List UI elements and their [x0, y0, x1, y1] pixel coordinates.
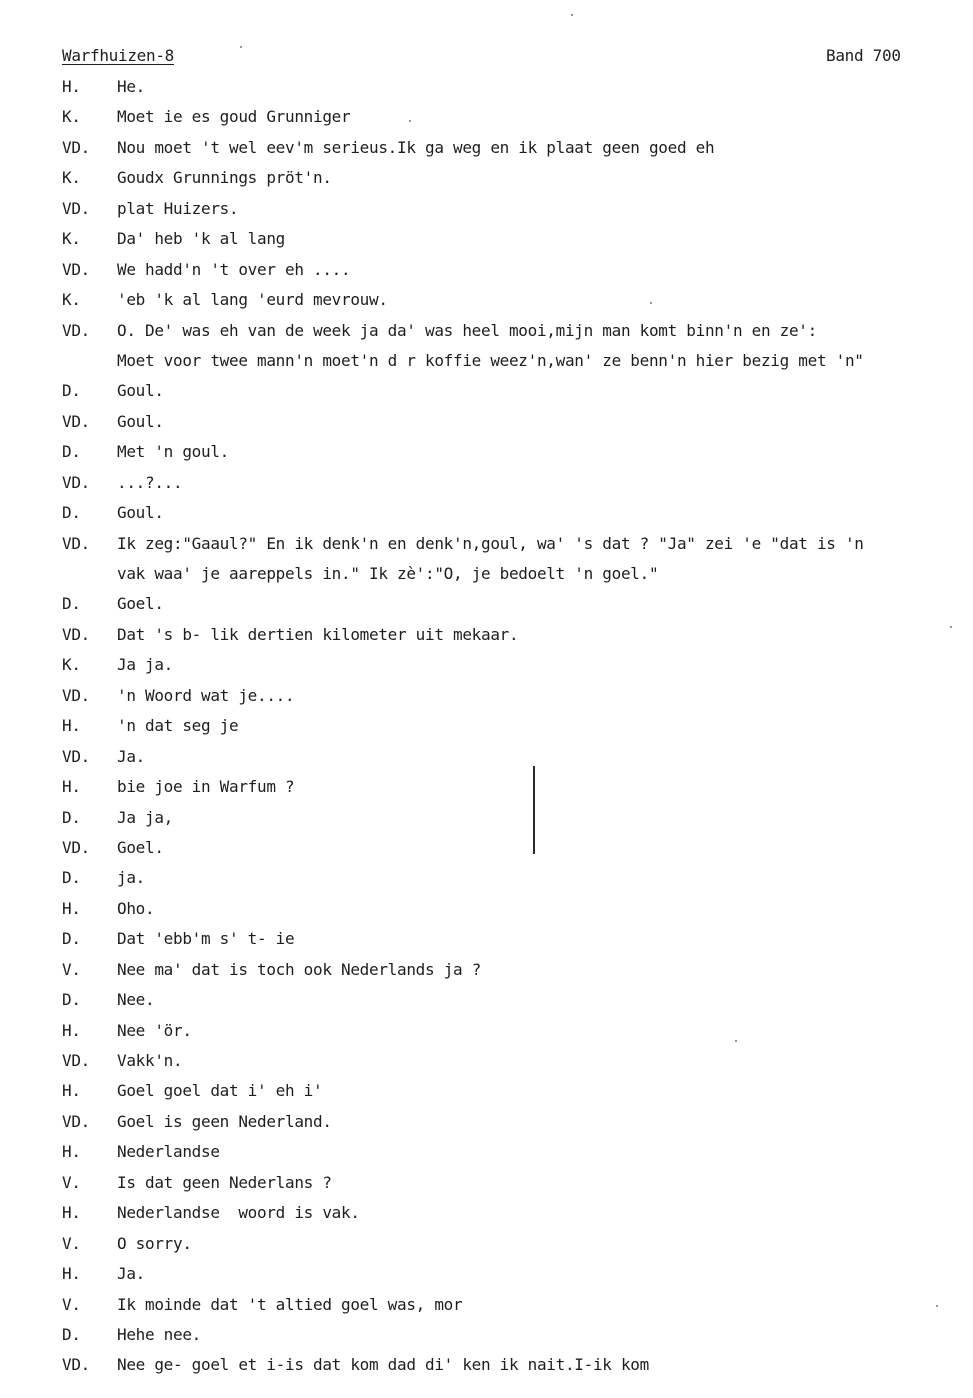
speaker-label: H. [62, 1081, 81, 1101]
scan-speck [650, 302, 652, 304]
transcript-line [62, 1021, 967, 1051]
utterance-text: Met 'n goul. [117, 442, 229, 462]
speaker-label: VD. [62, 1355, 90, 1375]
utterance-text: bie joe in Warfum ? [117, 777, 295, 797]
transcript-line [62, 899, 967, 929]
utterance-text: Goul. [117, 411, 164, 431]
transcript-line [62, 1295, 967, 1325]
utterance-text: ...?... [117, 472, 183, 492]
transcript-line [62, 838, 967, 868]
transcript-line [62, 1051, 967, 1081]
transcript-line [62, 199, 967, 229]
utterance-text: Goel. [117, 837, 164, 857]
transcript-line [62, 990, 967, 1020]
speaker-label: D. [62, 990, 81, 1010]
transcript-line [62, 321, 967, 351]
utterance-text: plat Huizers. [117, 198, 239, 218]
transcript-line [62, 1234, 967, 1264]
transcript-line [62, 260, 967, 290]
transcript-line [62, 1081, 967, 1111]
speaker-label: H. [62, 1020, 81, 1040]
speaker-label: D. [62, 442, 81, 462]
transcript-line [62, 138, 967, 168]
transcript-line [62, 442, 967, 472]
speaker-label: VD. [62, 472, 90, 492]
transcript-line [62, 534, 967, 564]
utterance-text: Goel. [117, 594, 164, 614]
transcript-line [62, 868, 967, 898]
utterance-text: ja. [117, 868, 145, 888]
utterance-text: Da' heb 'k al lang [117, 229, 285, 249]
transcript-line [62, 716, 967, 746]
utterance-text: Is dat geen Nederlans ? [117, 1172, 332, 1192]
utterance-text: We hadd'n 't over eh .... [117, 259, 351, 279]
utterance-text: Moet ie es goud Grunniger [117, 107, 351, 127]
transcript-line [62, 107, 967, 137]
transcript-line [62, 1203, 967, 1233]
speaker-label: K. [62, 168, 81, 188]
utterance-text: Nee 'ör. [117, 1020, 192, 1040]
utterance-text: Nee ge- goel et i-is dat kom dad di' ken ik nait.I-ik kom [117, 1355, 649, 1375]
speaker-label: D. [62, 381, 81, 401]
speaker-label: K. [62, 655, 81, 675]
utterance-text: 'n Woord wat je.... [117, 685, 295, 705]
utterance-text: Nou moet 't wel eev'm serieus.Ik ga weg en ik plaat geen goed eh [117, 137, 715, 157]
speaker-label: H. [62, 77, 81, 96]
speaker-label: D. [62, 868, 81, 888]
utterance-text: Dat 's b- lik dertien kilometer uit mekaar. [117, 624, 519, 644]
speaker-label: D. [62, 1324, 81, 1344]
transcript-continuation-line [62, 351, 967, 381]
transcript-line [62, 594, 967, 624]
speaker-label: D. [62, 929, 81, 949]
speaker-label: K. [62, 107, 81, 127]
speaker-label: VD. [62, 837, 90, 857]
utterance-text: vak waa' je aareppels in." Ik zè':"O, je bedoelt 'n goel." [117, 564, 659, 583]
speaker-label: VD. [62, 1111, 90, 1131]
scan-speck [735, 1040, 737, 1042]
speaker-label: H. [62, 777, 81, 797]
scan-speck [409, 120, 411, 122]
document-title: Warfhuizen-8 [62, 46, 174, 65]
speaker-label: VD. [62, 198, 90, 218]
speaker-label: H. [62, 898, 81, 918]
speaker-label: V. [62, 959, 81, 979]
speaker-label: H. [62, 1203, 81, 1223]
transcript-line [62, 1173, 967, 1203]
speaker-label: V. [62, 1233, 81, 1253]
transcript-line [62, 290, 967, 320]
transcript-line [62, 747, 967, 777]
transcript-line [62, 777, 967, 807]
utterance-text: Ik moinde dat 't altied goel was, mor [117, 1294, 463, 1314]
transcript-line [62, 1112, 967, 1142]
utterance-text: Ja. [117, 1264, 145, 1284]
transcript-line [62, 503, 967, 533]
utterance-text: Ja. [117, 746, 145, 766]
transcript-line [62, 960, 967, 990]
utterance-text: Nederlandse woord is vak. [117, 1203, 360, 1223]
transcript-line [62, 412, 967, 442]
transcript-line [62, 686, 967, 716]
utterance-text: Ja ja. [117, 655, 173, 675]
transcript-line [62, 808, 967, 838]
speaker-label: VD. [62, 746, 90, 766]
speaker-label: VD. [62, 685, 90, 705]
speaker-label: K. [62, 290, 81, 310]
speaker-label: VD. [62, 1051, 90, 1070]
speaker-label: D. [62, 503, 81, 523]
utterance-text: Hehe nee. [117, 1324, 201, 1344]
transcript-line [62, 77, 967, 107]
speaker-label: VD. [62, 320, 90, 340]
transcript-line [62, 229, 967, 259]
speaker-label: D. [62, 807, 81, 827]
utterance-text: Oho. [117, 898, 155, 918]
scan-speck [936, 1305, 938, 1307]
speaker-label: VD. [62, 137, 90, 157]
utterance-text: Dat 'ebb'm s' t- ie [117, 929, 295, 949]
utterance-text: O. De' was eh van de week ja da' was heel mooi,mijn man komt binn'n en ze': [117, 320, 817, 340]
utterance-text: Ja ja, [117, 807, 173, 827]
transcript-continuation-line [62, 564, 967, 594]
utterance-text: Goel goel dat i' eh i' [117, 1081, 323, 1101]
transcript-line [62, 655, 967, 685]
transcript-line [62, 929, 967, 959]
utterance-text: Goul. [117, 503, 164, 523]
utterance-text: Vakk'n. [117, 1051, 183, 1070]
transcript-line [62, 625, 967, 655]
speaker-label: VD. [62, 259, 90, 279]
band-number: Band 700 [826, 46, 901, 65]
utterance-text: Nee. [117, 990, 155, 1010]
scan-speck [950, 626, 952, 628]
utterance-text: 'n dat seg je [117, 716, 239, 736]
transcript-line [62, 1355, 967, 1385]
utterance-text: Nederlandse [117, 1142, 220, 1162]
speaker-label: H. [62, 1264, 81, 1284]
speaker-label: D. [62, 594, 81, 614]
speaker-label: V. [62, 1172, 81, 1192]
speaker-label: H. [62, 716, 81, 736]
transcript-line [62, 473, 967, 503]
transcript-line [62, 168, 967, 198]
utterance-text: Nee ma' dat is toch ook Nederlands ja ? [117, 959, 481, 979]
margin-line [533, 766, 535, 854]
utterance-text: Goul. [117, 381, 164, 401]
transcript-line [62, 381, 967, 411]
utterance-text: Goel is geen Nederland. [117, 1111, 332, 1131]
scan-speck [571, 14, 573, 16]
utterance-text: Moet voor twee mann'n moet'n d r koffie weez'n,wan' ze benn'n hier bezig met 'n" [117, 350, 864, 370]
speaker-label: K. [62, 229, 81, 249]
utterance-text: 'eb 'k al lang 'eurd mevrouw. [117, 290, 388, 310]
transcript-lines [62, 77, 967, 1386]
utterance-text: O sorry. [117, 1233, 192, 1253]
speaker-label: VD. [62, 533, 90, 553]
transcript-line [62, 1142, 967, 1172]
speaker-label: H. [62, 1142, 81, 1162]
utterance-text: Goudx Grunnings pröt'n. [117, 168, 332, 188]
utterance-text: Ik zeg:"Gaaul?" En ik denk'n en denk'n,goul, wa' 's dat ? "Ja" zei 'e "dat is 'n [117, 533, 864, 553]
scan-speck [240, 46, 242, 48]
transcript-line [62, 1264, 967, 1294]
transcript-line [62, 1325, 967, 1355]
utterance-text: He. [117, 77, 145, 96]
speaker-label: VD. [62, 411, 90, 431]
speaker-label: VD. [62, 624, 90, 644]
speaker-label: V. [62, 1294, 81, 1314]
